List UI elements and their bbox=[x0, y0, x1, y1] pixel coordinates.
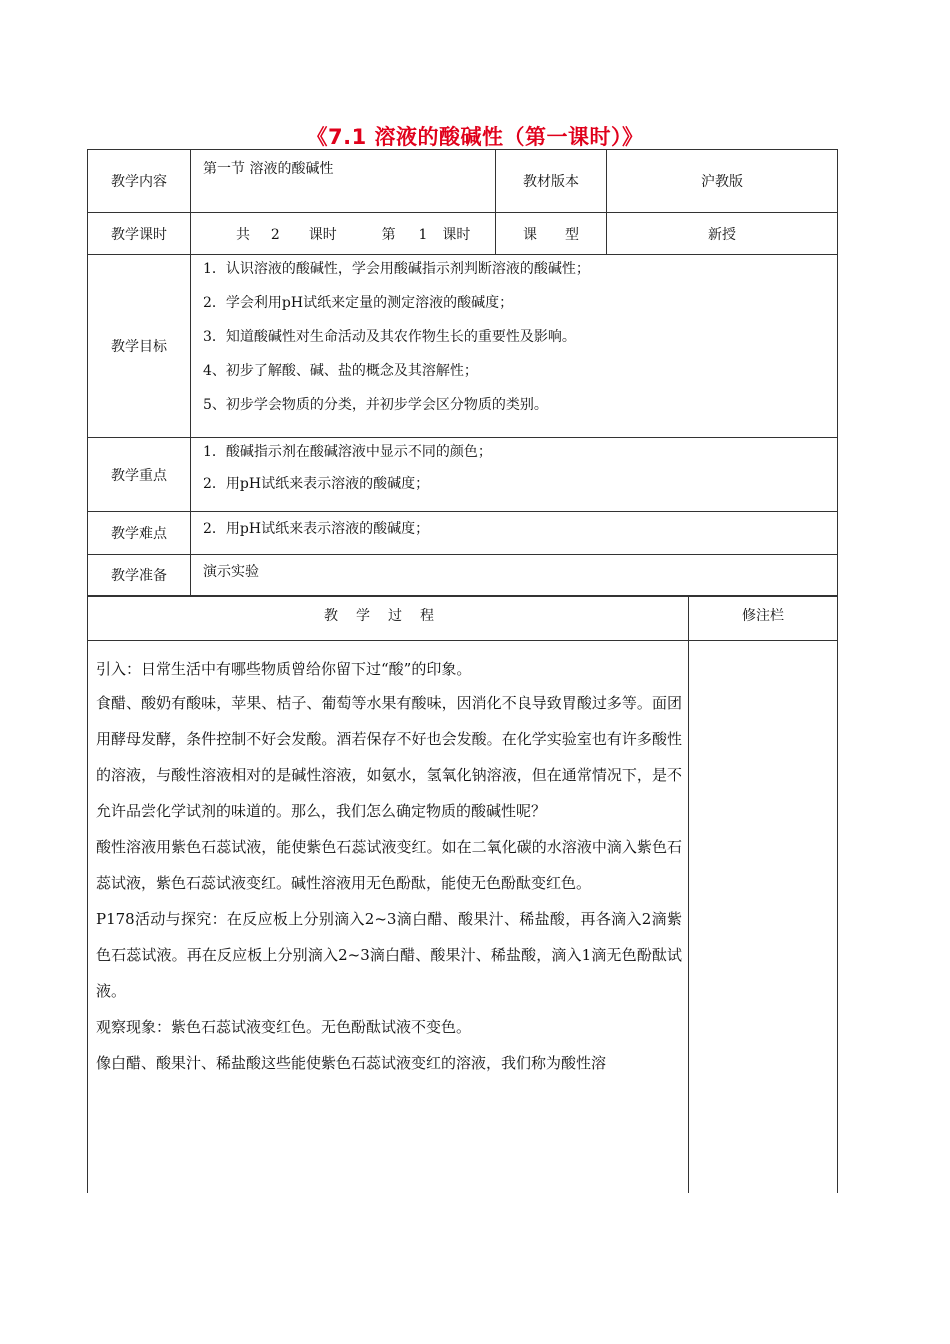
label-key-points: 教学重点 bbox=[88, 438, 191, 512]
hours-current-prefix: 第 bbox=[381, 226, 396, 243]
label-hours: 教学课时 bbox=[88, 213, 191, 255]
page-title: 《7.1 溶液的酸碱性（第一课时）》 bbox=[306, 125, 644, 149]
label-preparation: 教学准备 bbox=[88, 555, 191, 596]
row-process-body bbox=[88, 641, 838, 1193]
process-paragraph: 引入：日常生活中有哪些物质曾给你留下过“酸”的印象。 bbox=[96, 660, 472, 678]
process-table bbox=[87, 596, 838, 1193]
objective-item: 1．认识溶液的酸碱性，学会用酸碱指示剂判断溶液的酸碱性； bbox=[203, 261, 590, 277]
hours-current: 1 bbox=[418, 226, 428, 243]
notes-column bbox=[689, 641, 838, 1193]
value-hours bbox=[191, 213, 496, 255]
value-preparation: 演示实验 bbox=[191, 555, 838, 596]
process-paragraph: P178活动与探究：在反应板上分别滴入2~3滴白醋、酸果汁、稀盐酸，再各滴入2滴紫色石蕊试液。再在反应板上分别滴入2~3滴白醋、酸果汁、稀盐酸，滴入1滴无色酚酞试液。 bbox=[96, 910, 682, 1000]
hours-current-suffix: 课时 bbox=[442, 226, 471, 243]
process-paragraph: 像白醋、酸果汁、稀盐酸这些能使紫色石蕊试液变红的溶液，我们称为酸性溶 bbox=[96, 1054, 607, 1072]
objective-item: 4、初步了解酸、碱、盐的概念及其溶解性； bbox=[203, 363, 478, 379]
notes-header: 修注栏 bbox=[689, 597, 838, 641]
value-difficulties: 2．用pH试纸来表示溶液的酸碱度； bbox=[191, 512, 838, 555]
process-header: 教学过程 bbox=[88, 597, 689, 641]
row-objectives bbox=[88, 255, 838, 438]
label-objectives: 教学目标 bbox=[88, 255, 191, 438]
row-content bbox=[88, 150, 838, 213]
row-hours bbox=[88, 213, 838, 255]
objective-item: 2．学会利用pH试纸来定量的测定溶液的酸碱度； bbox=[203, 295, 514, 311]
hours-total: 2 bbox=[270, 226, 280, 243]
process-body bbox=[88, 641, 689, 1193]
label-content: 教学内容 bbox=[88, 150, 191, 213]
label-edition: 教材版本 bbox=[496, 150, 607, 213]
hours-total-prefix: 共 bbox=[236, 226, 250, 243]
key-point-item: 2．用pH试纸来表示溶液的酸碱度； bbox=[203, 476, 430, 492]
hours-total-suffix: 课时 bbox=[308, 226, 337, 243]
label-difficulties: 教学难点 bbox=[88, 512, 191, 555]
row-preparation bbox=[88, 555, 838, 596]
label-type: 课 型 bbox=[496, 213, 607, 255]
objective-item: 3．知道酸碱性对生命活动及其农作物生长的重要性及影响。 bbox=[203, 329, 576, 345]
lesson-plan-table bbox=[87, 149, 838, 596]
process-paragraph: 观察现象：紫色石蕊试液变红色。无色酚酞试液不变色。 bbox=[96, 1018, 472, 1036]
value-type: 新授 bbox=[607, 213, 838, 255]
key-points-list bbox=[191, 438, 838, 512]
value-edition: 沪教版 bbox=[607, 150, 838, 213]
row-difficulties bbox=[88, 512, 838, 555]
key-point-item: 1．酸碱指示剂在酸碱溶液中显示不同的颜色； bbox=[203, 444, 492, 460]
row-key-points bbox=[88, 438, 838, 512]
objective-item: 5、初步学会物质的分类，并初步学会区分物质的类别。 bbox=[203, 397, 548, 413]
process-paragraph: 酸性溶液用紫色石蕊试液，能使紫色石蕊试液变红。如在二氧化碳的水溶液中滴入紫色石蕊试液，紫色石蕊试液变红。碱性溶液用无色酚酞，能使无色酚酞变红色。 bbox=[96, 838, 682, 892]
row-process-header bbox=[88, 597, 838, 641]
value-content: 第一节 溶液的酸碱性 bbox=[191, 150, 496, 213]
process-paragraph: 食醋、酸奶有酸味，苹果、桔子、葡萄等水果有酸味，因消化不良导致胃酸过多等。面团用酵母发酵，条件控制不好会发酸。酒若保存不好也会发酸。在化学实验室也有许多酸性的溶液，与酸性溶液相对的是碱性溶液，如氨水，氢氧化钠溶液，但在通常情况下，是不允许品尝化学试剂的味道的。那么，我们怎么确定物质的酸碱性呢？ bbox=[96, 694, 682, 820]
objectives-list bbox=[191, 255, 838, 438]
